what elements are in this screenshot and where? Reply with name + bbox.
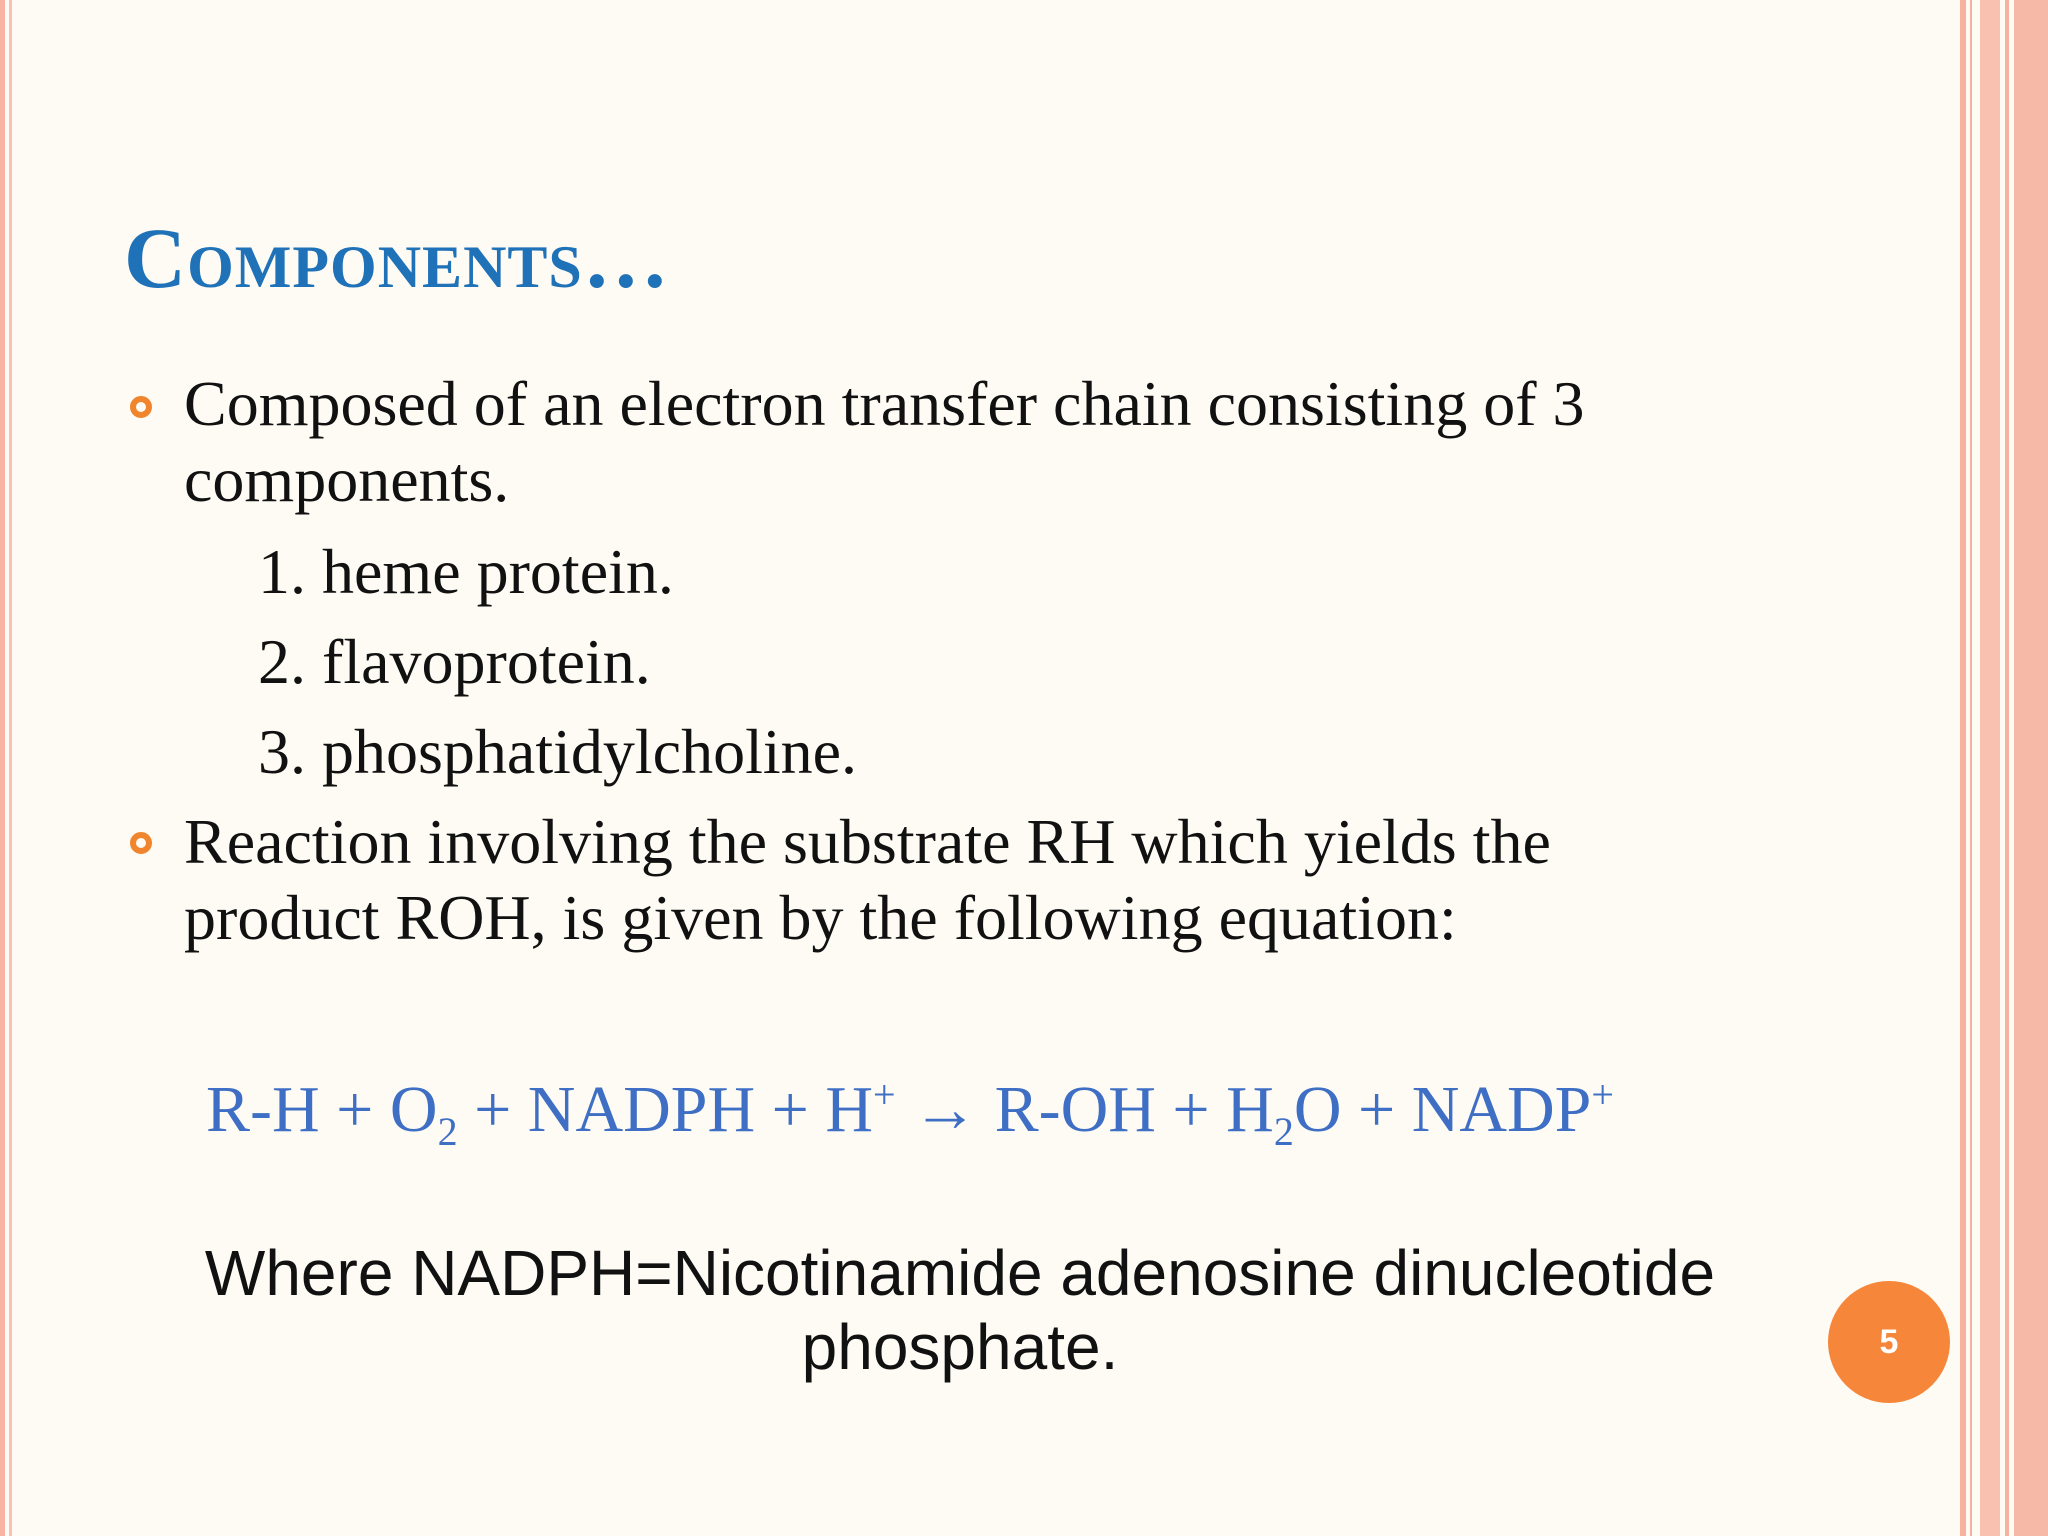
equation-subscript: 2 <box>1273 1109 1294 1155</box>
right-border-stripe <box>2005 0 2009 1536</box>
equation-part: R-H + O <box>206 1073 438 1146</box>
bullet-2-line-1: Reaction involving the substrate RH which yields the <box>184 806 1551 877</box>
equation-superscript: + <box>873 1072 896 1117</box>
right-border-stripe <box>1980 0 2000 1536</box>
right-border-stripe <box>1970 0 1972 1536</box>
equation-part: O + NADP <box>1293 1073 1592 1146</box>
numbered-item-3: 3. phosphatidylcholine. <box>258 716 858 787</box>
slide-title: Components… <box>124 210 670 306</box>
equation-superscript: + <box>1591 1072 1614 1117</box>
page-number-badge: 5 <box>1828 1281 1950 1403</box>
bullet-2-line-2: product ROH, is given by the following equation: <box>184 882 1457 953</box>
left-border-stripe <box>0 0 5 1536</box>
right-border-stripe <box>1960 0 1966 1536</box>
reaction-equation <box>206 1050 1614 1177</box>
bullet-1-line-1: Composed of an electron transfer chain consisting of 3 <box>184 368 1585 439</box>
numbered-item-2: 2. flavoprotein. <box>258 626 651 697</box>
bullet-ring-icon <box>130 396 152 418</box>
left-border-stripe-inner <box>9 0 12 1536</box>
bullet-ring-icon <box>130 832 152 854</box>
right-border-stripe <box>2014 0 2048 1536</box>
note-line-2: phosphate. <box>801 1311 1119 1383</box>
equation-part: + NADPH + H <box>457 1073 874 1146</box>
equation-part: → R-OH + H <box>895 1073 1274 1146</box>
nadph-definition-note <box>100 1236 1820 1384</box>
note-line-1: Where NADPH=Nicotinamide adenosine dinucleotide <box>204 1237 1716 1309</box>
numbered-item-1: 1. heme protein. <box>258 536 674 607</box>
equation-subscript: 2 <box>437 1109 458 1155</box>
bullet-1-line-2: components. <box>184 444 510 515</box>
